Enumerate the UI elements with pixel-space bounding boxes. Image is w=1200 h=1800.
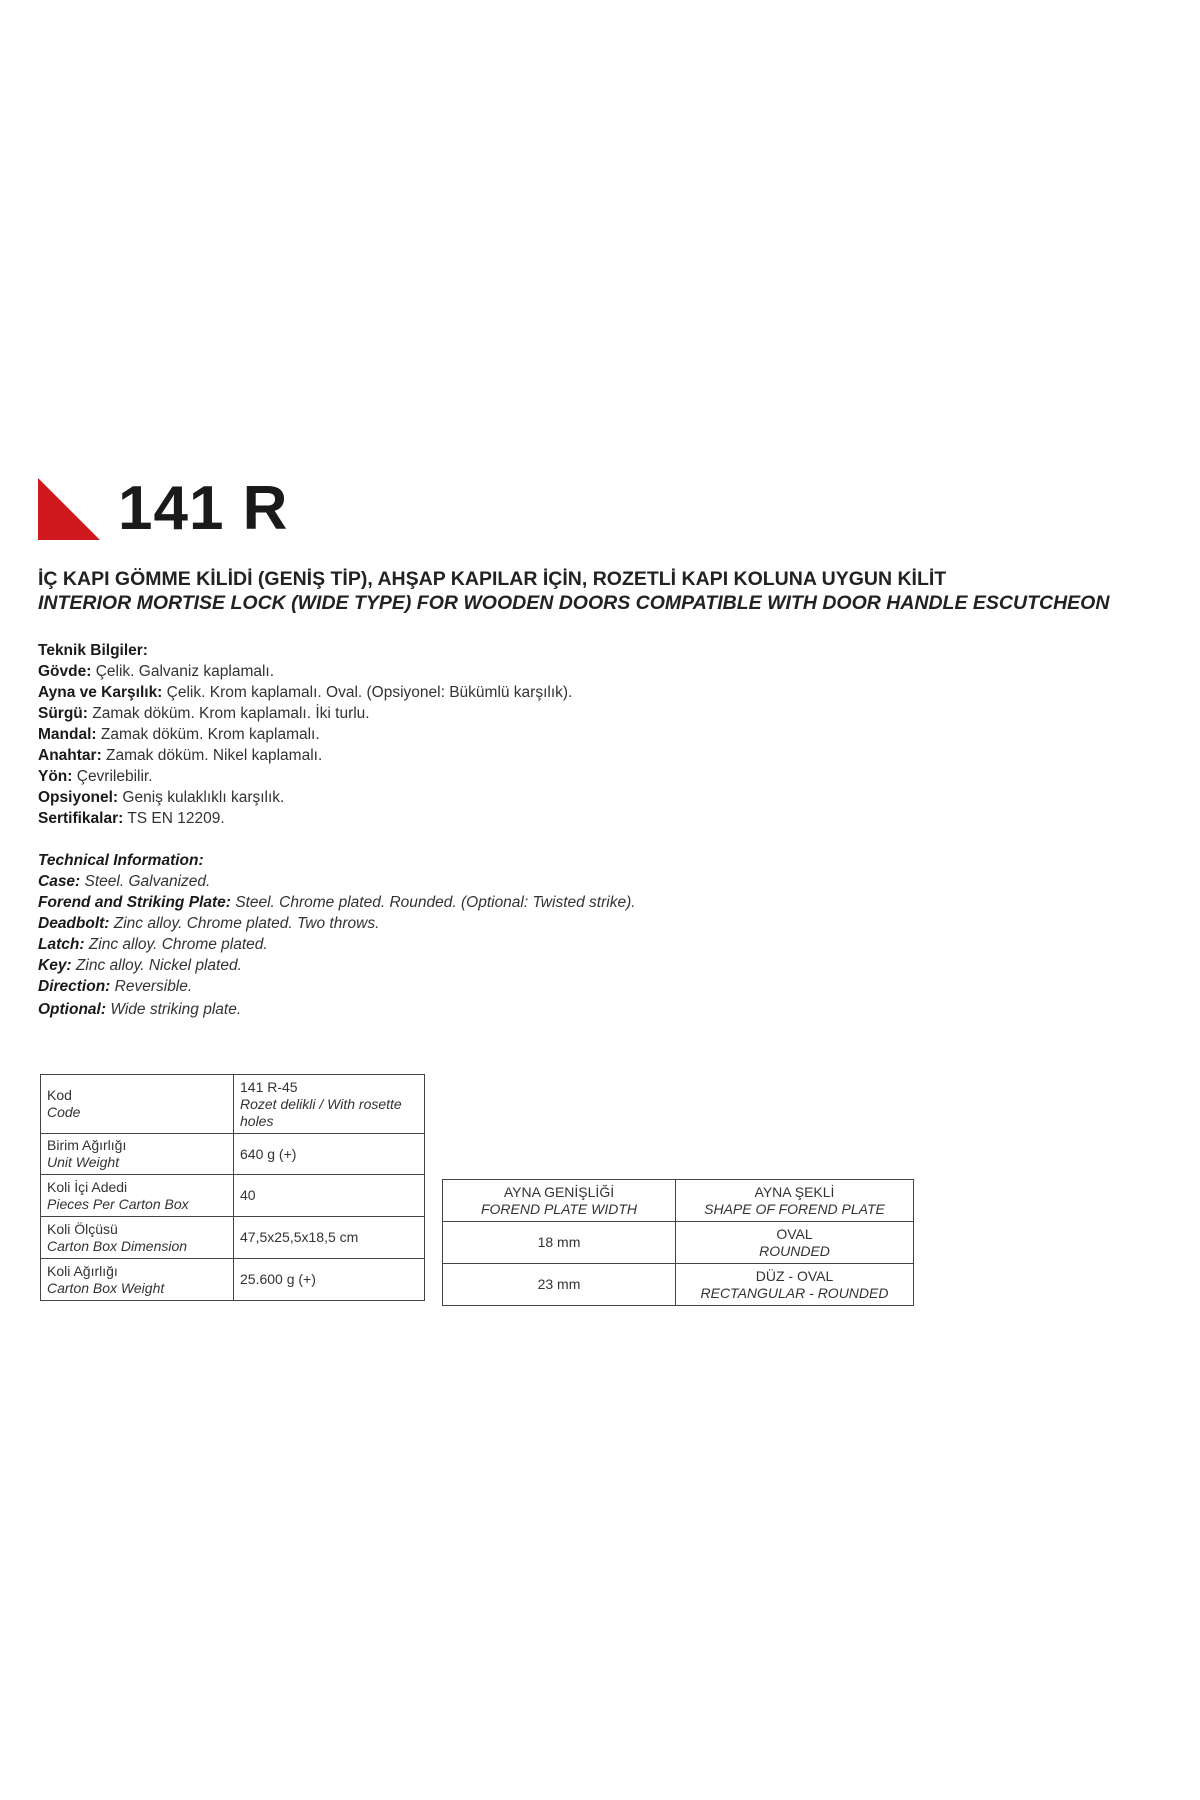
specs-heading: Technical Information: xyxy=(38,852,204,869)
model-number: 141 R xyxy=(118,474,289,543)
spec-row: Sürgü: Zamak döküm. Krom kaplamalı. İki turlu. xyxy=(38,705,370,722)
info-value: 141 R-45 Rozet delikli / With rosette holes xyxy=(234,1075,425,1134)
info-label: Koli Ölçüsü Carton Box Dimension xyxy=(41,1217,234,1259)
table-row xyxy=(41,1075,425,1134)
red-triangle-logo xyxy=(38,478,100,540)
spec-row: Optional: Wide striking plate. xyxy=(38,1001,242,1018)
spec-row: Gövde: Çelik. Galvaniz kaplamalı. xyxy=(38,663,275,680)
spec-row: Opsiyonel: Geniş kulaklıklı karşılık. xyxy=(38,789,285,806)
table-row xyxy=(41,1217,425,1259)
spec-row: Case: Steel. Galvanized. xyxy=(38,873,211,890)
table-row xyxy=(443,1264,914,1306)
spec-row: Yön: Çevrilebilir. xyxy=(38,768,153,785)
specs-en xyxy=(38,850,938,1020)
table-row xyxy=(41,1259,425,1301)
spec-row: Deadbolt: Zinc alloy. Chrome plated. Two throws. xyxy=(38,915,380,932)
spec-row: Ayna ve Karşılık: Çelik. Krom kaplamalı. Oval. (Opsiyonel: Bükümlü karşılık). xyxy=(38,684,573,701)
spec-row: Latch: Zinc alloy. Chrome plated. xyxy=(38,936,268,953)
info-label: Birim Ağırlığı Unit Weight xyxy=(41,1134,234,1175)
info-value: 47,5x25,5x18,5 cm xyxy=(234,1217,425,1259)
specs-tr xyxy=(38,640,938,829)
info-label: Koli İçi Adedi Pieces Per Carton Box xyxy=(41,1175,234,1217)
table-row xyxy=(443,1222,914,1264)
table-row xyxy=(41,1175,425,1217)
forend-plate-table xyxy=(442,1179,914,1306)
table-row xyxy=(41,1134,425,1175)
spec-row: Forend and Striking Plate: Steel. Chrome plated. Rounded. (Optional: Twisted strike). xyxy=(38,894,636,911)
specs-heading: Teknik Bilgiler: xyxy=(38,642,148,659)
info-value: 640 g (+) xyxy=(234,1134,425,1175)
info-value: 25.600 g (+) xyxy=(234,1259,425,1301)
shape-cell: OVAL ROUNDED xyxy=(676,1222,914,1264)
product-header xyxy=(38,474,638,543)
product-title-en: INTERIOR MORTISE LOCK (WIDE TYPE) FOR WOODEN DOORS COMPATIBLE WITH DOOR HANDLE ESCUTCHEON xyxy=(38,592,1110,614)
product-title-tr: İÇ KAPI GÖMME KİLİDİ (GENİŞ TİP), AHŞAP KAPILAR İÇİN, ROZETLİ KAPI KOLUNA UYGUN KİLİT xyxy=(38,568,947,590)
spec-row: Mandal: Zamak döküm. Krom kaplamalı. xyxy=(38,726,320,743)
product-info-table xyxy=(40,1074,425,1301)
column-header: AYNA ŞEKLİ SHAPE OF FOREND PLATE xyxy=(676,1180,914,1222)
info-label: Kod Code xyxy=(41,1075,234,1134)
spec-row: Direction: Reversible. xyxy=(38,978,193,995)
info-value: 40 xyxy=(234,1175,425,1217)
column-header: AYNA GENİŞLİĞİ FOREND PLATE WIDTH xyxy=(443,1180,676,1222)
spec-row: Key: Zinc alloy. Nickel plated. xyxy=(38,957,242,974)
table-header-row xyxy=(443,1180,914,1222)
spec-row: Anahtar: Zamak döküm. Nikel kaplamalı. xyxy=(38,747,323,764)
info-label: Koli Ağırlığı Carton Box Weight xyxy=(41,1259,234,1301)
width-cell: 18 mm xyxy=(443,1222,676,1264)
shape-cell: DÜZ - OVAL RECTANGULAR - ROUNDED xyxy=(676,1264,914,1306)
spec-row: Sertifikalar: TS EN 12209. xyxy=(38,810,225,827)
width-cell: 23 mm xyxy=(443,1264,676,1306)
